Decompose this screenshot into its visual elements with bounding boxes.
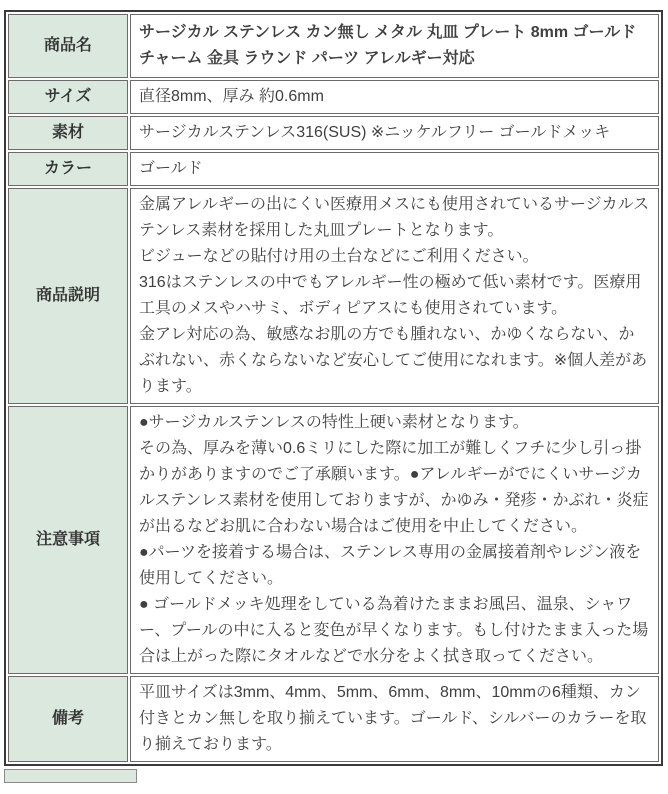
material-value [130, 116, 659, 150]
product-name-value [130, 14, 659, 78]
material-label: 素材 [8, 116, 128, 150]
size-label: サイズ [8, 80, 128, 114]
product-spec-table [4, 10, 663, 766]
material-text: サージカルステンレス316(SUS) ※ニッケルフリー ゴールドメッキ [139, 124, 611, 141]
size-text: 直径8mm、厚み 約0.6mm [139, 88, 324, 105]
row-color [8, 152, 659, 186]
row-remarks [8, 676, 659, 762]
color-label: カラー [8, 152, 128, 186]
row-product-name [8, 14, 659, 78]
row-cautions [8, 406, 659, 674]
cautions-paragraph: ●パーツを接着する場合は、ステンレス専用の金属接着剤やレジン液を使用してください。 [139, 544, 642, 587]
description-paragraph: ビジューなどの貼付け用の土台などにご利用ください。 [139, 248, 539, 265]
cautions-paragraph: ●サージカルステンレスの特性上硬い素材となります。 [139, 414, 529, 431]
description-label: 商品説明 [8, 188, 128, 404]
color-value [130, 152, 659, 186]
description-paragraph: 金属アレルギーの出にくい医療用メスにも使用されているサージカルステンレス素材を採用した丸皿プレートとなります。 [139, 196, 650, 239]
row-description [8, 188, 659, 404]
next-table-edge-partial [4, 769, 137, 783]
row-size [8, 80, 659, 114]
cautions-paragraph: その為、厚みを薄い0.6ミリにした際に加工が難しくフチに少し引っ掛かりがありますのでご了承願います。●アレルギーがでにくいサージカルステンレス素材を使用しておりますが、かゆみ・発疹・かぶれ・炎症が出るなどお肌に合わない場合はご使用を中止してください。 [139, 440, 649, 535]
cautions-paragraph: ● ゴールドメッキ処理をしている為着けたままお風呂、温泉、シャワー、プールの中に入ると変色が早くなります。もし付けたまま入った場合は上がった際にタオルなどで水分をよく拭き取ってください。 [139, 596, 649, 665]
row-material [8, 116, 659, 150]
product-name-label: 商品名 [8, 14, 128, 78]
description-paragraph: 316はステンレスの中でもアレルギー性の極めて低い素材です。医療用工具のメスやハサミ、ボディピアスにも使用されています。 [139, 274, 642, 317]
remarks-value [130, 676, 659, 762]
color-text: ゴールド [139, 160, 203, 177]
description-paragraph: 金アレ対応の為、敏感なお肌の方でも腫れない、かゆくならない、かぶれない、赤くならないなど安心してご使用になれます。※個人差があります。 [139, 326, 648, 395]
product-name-text: サージカル ステンレス カン無し メタル 丸皿 プレート 8mm ゴールド チャーム 金具 ラウンド パーツ アレルギー対応 [139, 24, 637, 67]
cautions-value [130, 406, 659, 674]
remarks-text: 平皿サイズは3mm、4mm、5mm、6mm、8mm、10mmの6種類、カン付きとカン無しを取り揃えています。ゴールド、シルバーのカラーを取り揃えております。 [139, 684, 647, 753]
cautions-label: 注意事項 [8, 406, 128, 674]
remarks-label: 備考 [8, 676, 128, 762]
size-value [130, 80, 659, 114]
description-value [130, 188, 659, 404]
